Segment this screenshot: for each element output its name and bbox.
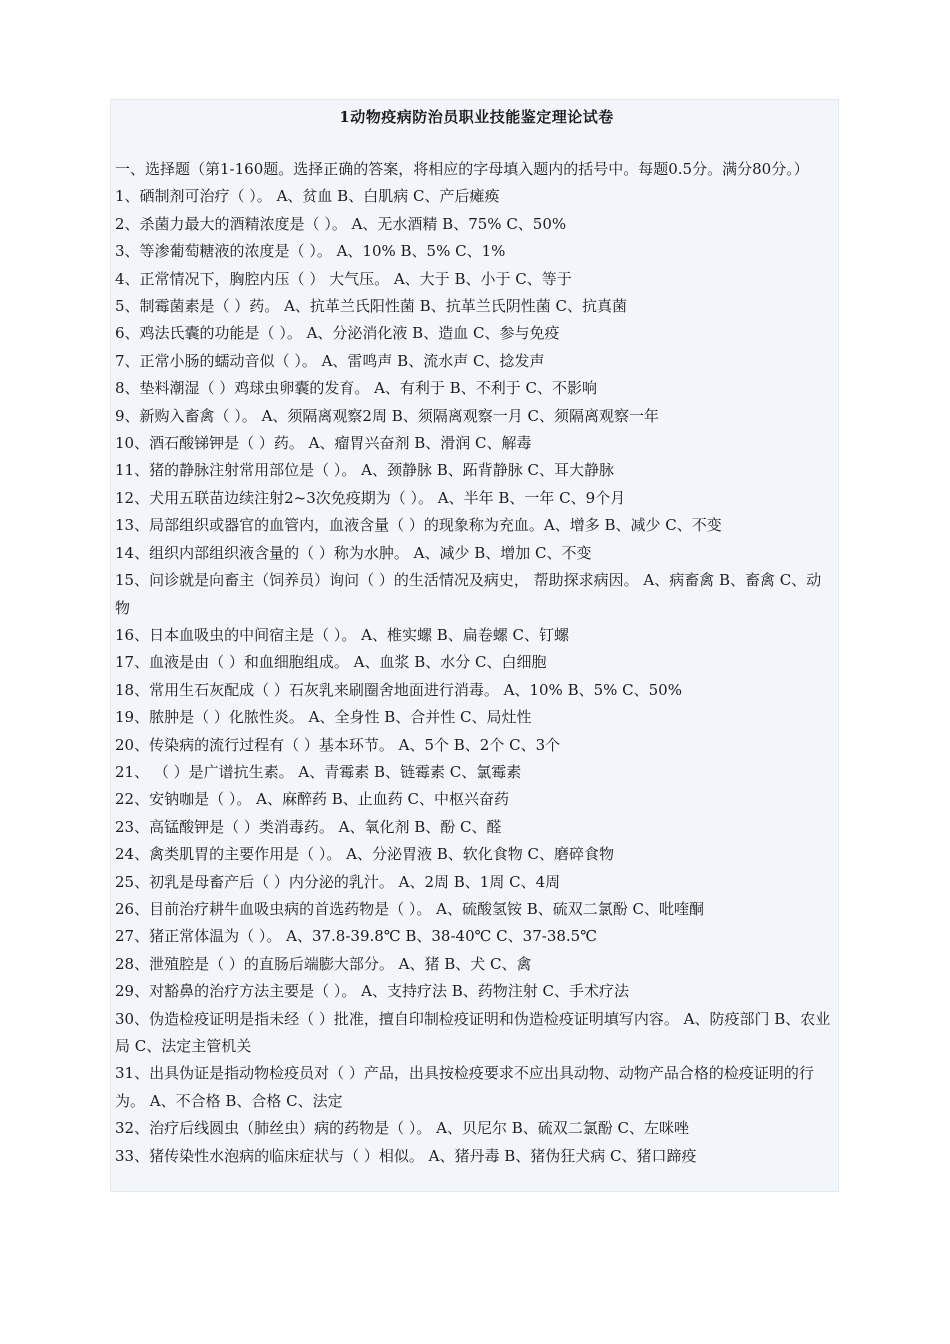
question-item: 28、泄殖腔是（ ）的直肠后端膨大部分。 A、猪 B、犬 C、禽	[115, 954, 532, 973]
question-list	[115, 183, 838, 1170]
question-item: 6、鸡法氏囊的功能是（ ）。 A、分泌消化液 B、造血 C、参与免疫	[115, 324, 560, 343]
exam-title: 1动物疫病防治员职业技能鉴定理论试卷	[339, 108, 614, 126]
question-item: 16、日本血吸虫的中间宿主是（ ）。 A、椎实螺 B、扁卷螺 C、钉螺	[115, 625, 569, 644]
question-item: 12、犬用五联苗边续注射2~3次免疫期为（ ）。 A、半年 B、一年 C、9个月	[115, 488, 626, 507]
question-item: 24、禽类肌胃的主要作用是（ ）。 A、分泌胃液 B、软化食物 C、磨碎食物	[115, 845, 614, 864]
question-item: 33、猪传染性水泡病的临床症状与（ ）相似。 A、猪丹毒 B、猪伪狂犬病 C、猪口蹄疫	[115, 1146, 697, 1165]
question-item: 15、问诊就是向畜主（饲养员）询问（ ）的生活情况及病史， 帮助探求病因。 A、病畜禽 B、畜禽 C、动物	[115, 571, 822, 617]
section-instructions: 一、选择题（第1-160题。选择正确的答案，将相应的字母填入题内的括号中。每题0.5分。满分80分。）	[115, 160, 809, 178]
question-item: 7、正常小肠的蠕动音似（ ）。 A、雷鸣声 B、流水声 C、捻发声	[115, 351, 545, 370]
exam-content-panel	[110, 99, 839, 1192]
question-item: 5、制霉菌素是（ ）药。 A、抗革兰氏阳性菌 B、抗革兰氏阴性菌 C、抗真菌	[115, 297, 627, 316]
question-item: 25、初乳是母畜产后（ ）内分泌的乳汁。 A、2周 B、1周 C、4周	[115, 872, 561, 891]
question-item: 20、传染病的流行过程有（ ）基本环节。 A、5个 B、2个 C、3个	[115, 735, 561, 754]
question-item: 29、对豁鼻的治疗方法主要是（ ）。 A、支持疗法 B、药物注射 C、手术疗法	[115, 982, 629, 1001]
question-item: 1、硒制剂可治疗（ ）。 A、贫血 B、白肌病 C、产后瘫痪	[115, 187, 500, 206]
question-item: 21、 （ ）是广谱抗生素。 A、青霉素 B、链霉素 C、氯霉素	[115, 762, 522, 781]
question-item: 2、杀菌力最大的酒精浓度是（ ）。 A、无水酒精 B、75% C、50%	[115, 214, 567, 233]
question-item: 17、血液是由（ ）和血细胞组成。 A、血浆 B、水分 C、白细胞	[115, 653, 547, 672]
question-item: 13、局部组织或器官的血管内，血液含量（ ）的现象称为充血。A、增多 B、减少 C、不变	[115, 516, 722, 535]
question-item: 26、目前治疗耕牛血吸虫病的首选药物是（ ）。 A、硫酸氢铵 B、硫双二氯酚 C、吡喹酮	[115, 899, 704, 918]
question-item: 32、治疗后线圆虫（肺丝虫）病的药物是（ ）。 A、贝尼尔 B、硫双二氯酚 C、左咪唑	[115, 1119, 689, 1138]
question-item: 4、正常情况下，胸腔内压（ ） 大气压。 A、大于 B、小于 C、等于	[115, 269, 572, 288]
question-item: 19、脓肿是（ ）化脓性炎。 A、全身性 B、合并性 C、局灶性	[115, 708, 532, 727]
question-item: 3、等渗葡萄糖液的浓度是（ ）。 A、10% B、5% C、1%	[115, 242, 506, 261]
question-item: 14、组织内部组织液含量的（ ）称为水肿。 A、减少 B、增加 C、不变	[115, 543, 592, 562]
question-item: 30、伪造检疫证明是指未经（ ）批准，擅自印制检疫证明和伪造检疫证明填写内容。 A、防疫部门 B、农业局 C、法定主管机关	[115, 1009, 831, 1055]
question-item: 23、高锰酸钾是（ ）类消毒药。 A、氧化剂 B、酚 C、醛	[115, 817, 502, 836]
question-item: 9、新购入畜禽（ ）。 A、须隔离观察2周 B、须隔离观察一月 C、须隔离观察一年	[115, 406, 659, 425]
question-item: 10、酒石酸锑钾是（ ）药。 A、瘤胃兴奋剂 B、滑润 C、解毒	[115, 434, 532, 453]
question-item: 22、安钠咖是（ ）。 A、麻醉药 B、止血药 C、中枢兴奋药	[115, 790, 509, 809]
question-item: 11、猪的静脉注射常用部位是（ ）。 A、颈静脉 B、跖背静脉 C、耳大静脉	[115, 461, 614, 480]
question-item: 27、猪正常体温为（ ）。 A、37.8-39.8℃ B、38-40℃ C、37-38.5℃	[115, 927, 597, 946]
question-item: 18、常用生石灰配成（ ）石灰乳来刷圈舍地面进行消毒。 A、10% B、5% C、50%	[115, 680, 682, 699]
question-item: 8、垫料潮湿（ ）鸡球虫卵囊的发育。 A、有利于 B、不利于 C、不影响	[115, 379, 597, 398]
question-item: 31、出具伪证是指动物检疫员对（ ）产品，出具按检疫要求不应出具动物、动物产品合格的检疫证明的行为。 A、不合格 B、合格 C、法定	[115, 1064, 814, 1110]
